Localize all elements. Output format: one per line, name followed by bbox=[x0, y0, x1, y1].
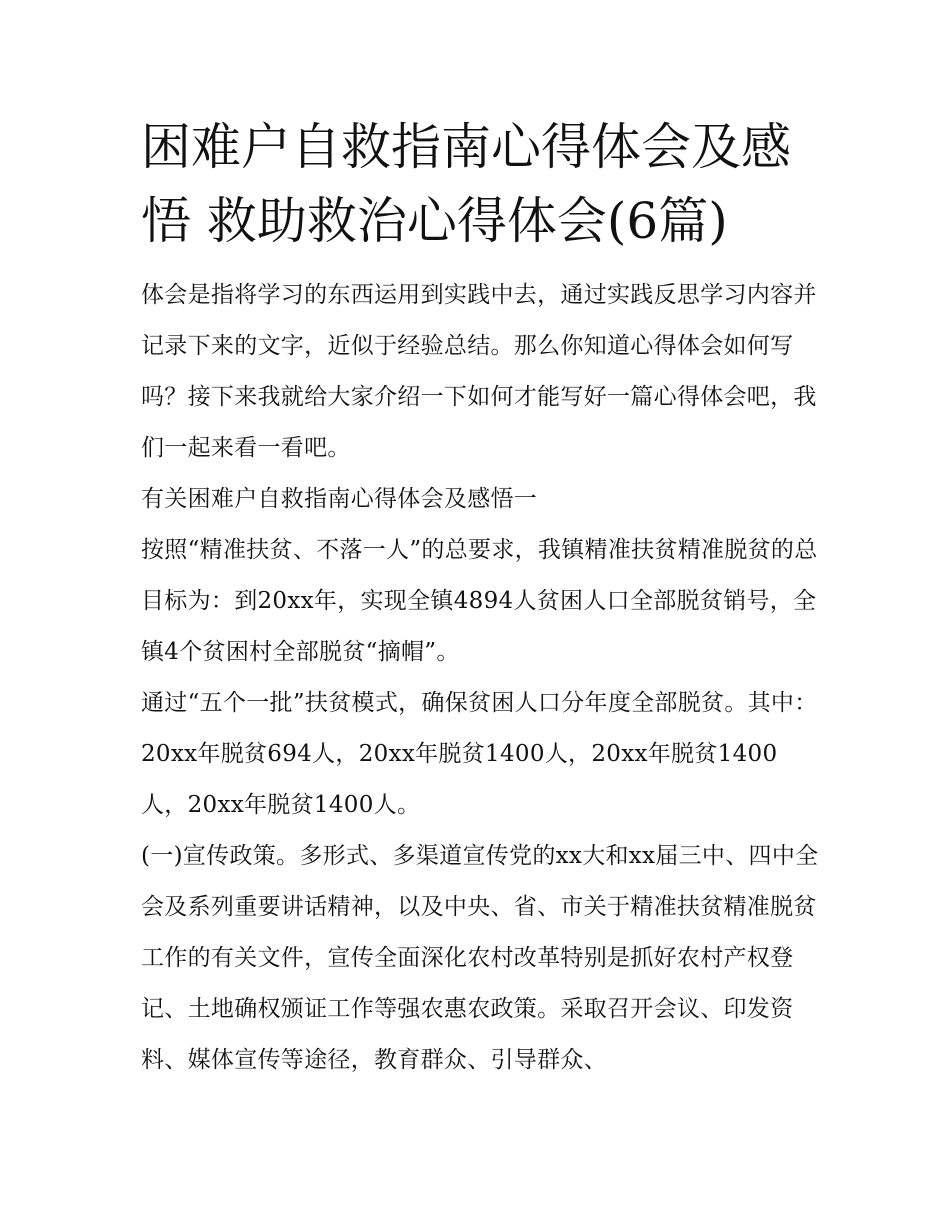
document-title: 困难户自救指南心得体会及感悟 救助救治心得体会(6篇) bbox=[141, 118, 791, 250]
document-page bbox=[141, 110, 821, 1086]
paragraph-policy: (一)宣传政策。多形式、多渠道宣传党的xx大和xx届三中、四中全会及系列重要讲话精神，以及中央、省、市关于精准扶贫精准脱贫工作的有关文件，宣传全面深化农村改革特别是抓好农村产权登记、土地确权颁证工作等强农惠农政策。采取召开会议、印发资料、媒体宣传等途径，教育群众、引导群众、 bbox=[141, 843, 819, 1073]
paragraph-section-heading: 有关困难户自救指南心得体会及感悟一 bbox=[141, 486, 538, 512]
paragraph-goal: 按照“精准扶贫、不落一人”的总要求，我镇精准扶贫精准脱贫的总目标为：到20xx年，实现全镇4894人贫困人口全部脱贫销号，全镇4个贫困村全部脱贫“摘帽”。 bbox=[141, 537, 818, 665]
paragraph-intro: 体会是指将学习的东西运用到实践中去，通过实践反思学习内容并记录下来的文字，近似于经验总结。那么你知道心得体会如何写吗？接下来我就给大家介绍一下如何才能写好一篇心得体会吧，我们一起来看一看吧。 bbox=[141, 282, 817, 461]
paragraph-plan: 通过“五个一批”扶贫模式，确保贫困人口分年度全部脱贫。其中：20xx年脱贫694人，20xx年脱贫1400人，20xx年脱贫1400人，20xx年脱贫1400人。 bbox=[141, 690, 818, 818]
